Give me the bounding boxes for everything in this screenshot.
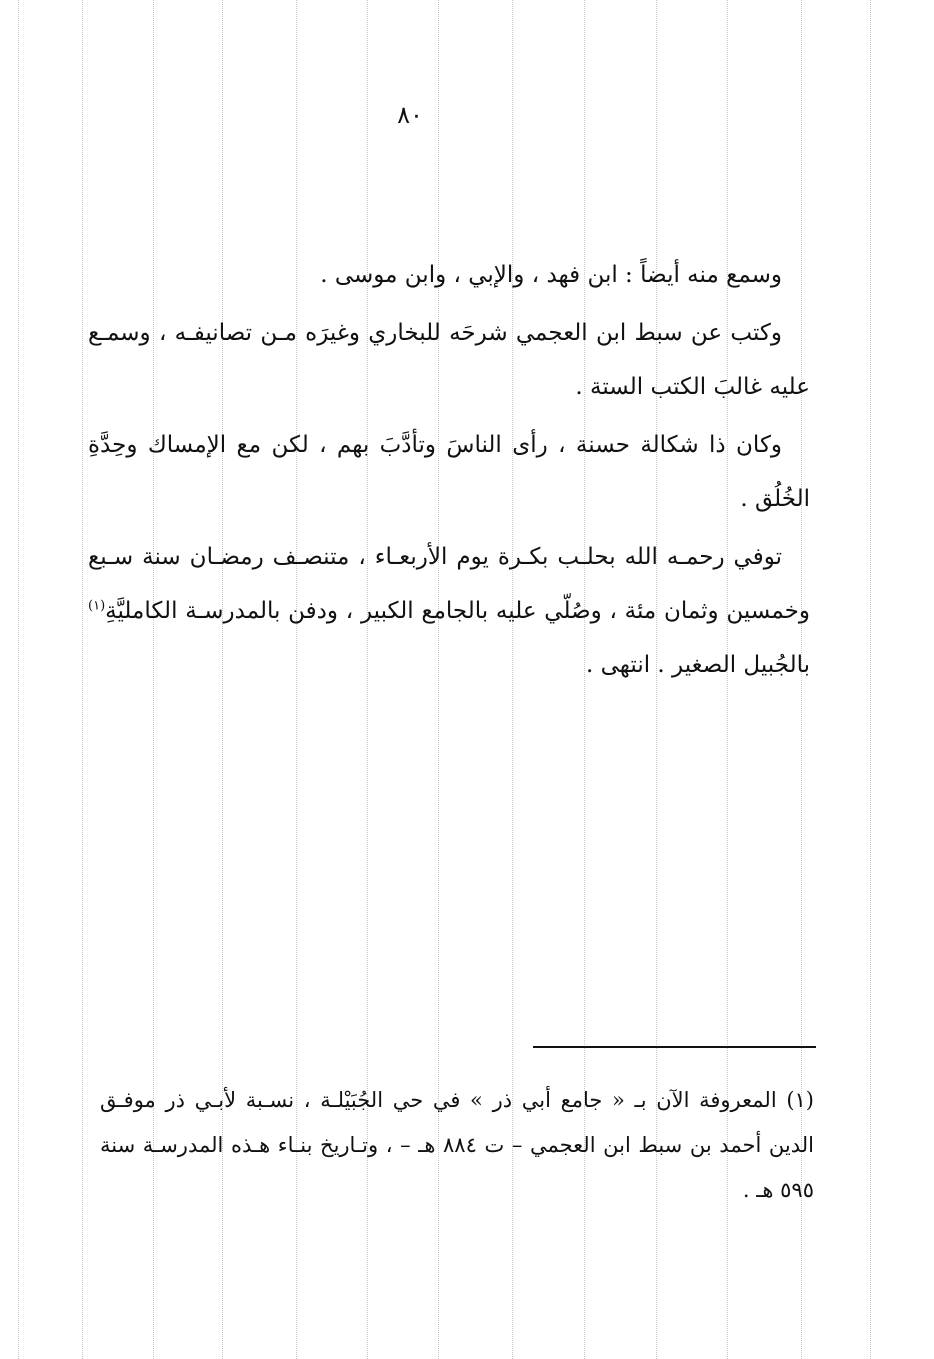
paragraph: وسمع منه أيضاً : ابن فهد ، والإبي ، وابن موسى . xyxy=(320,262,782,288)
page-number: ٨٠ xyxy=(397,101,423,129)
footnote-separator xyxy=(533,1046,816,1048)
footnote: (١) المعروفة الآن بـ « جامع أبي ذر » في حي الجُبَيْلـة ، نسـبة لأبـي ذر موفـق الدين أحمد بن سبط ابن العجمي – ت ٨٨٤ هـ – ، وتـاريخ بنـاء هـذه المدرسـة سنة ٥٩٥ هـ . xyxy=(100,1088,814,1202)
paragraph-text: توفي رحمـه الله بحلـب بكـرة يوم الأربعـاء ، متنصـف رمضـان سنة سـبع وخمسين وثمان مئة ، وصُلّي عليه بالجامع الكبير ، ودفن بالمدرسـة الكامليَّةِ xyxy=(88,544,810,624)
scan-guide-line xyxy=(82,0,83,1359)
paragraph: وكان ذا شكالة حسنة ، رأى الناسَ وتأدَّبَ بهم ، لكن مع الإمساك وحِدَّةِ الخُلُق . xyxy=(88,432,810,512)
body-text xyxy=(88,248,810,696)
scan-guide-line xyxy=(870,0,871,1359)
scan-guide-line xyxy=(18,0,19,1359)
paragraph xyxy=(88,530,810,692)
paragraph-text: بالجُبيل الصغير . انتهى . xyxy=(585,652,810,678)
footnotes xyxy=(100,1078,814,1213)
paragraph: وكتب عن سبط ابن العجمي شرحَه للبخاري وغيرَه مـن تصانيفـه ، وسمـع عليه غالبَ الكتب الستة . xyxy=(88,320,810,400)
footnote-marker: (١) xyxy=(88,598,106,614)
